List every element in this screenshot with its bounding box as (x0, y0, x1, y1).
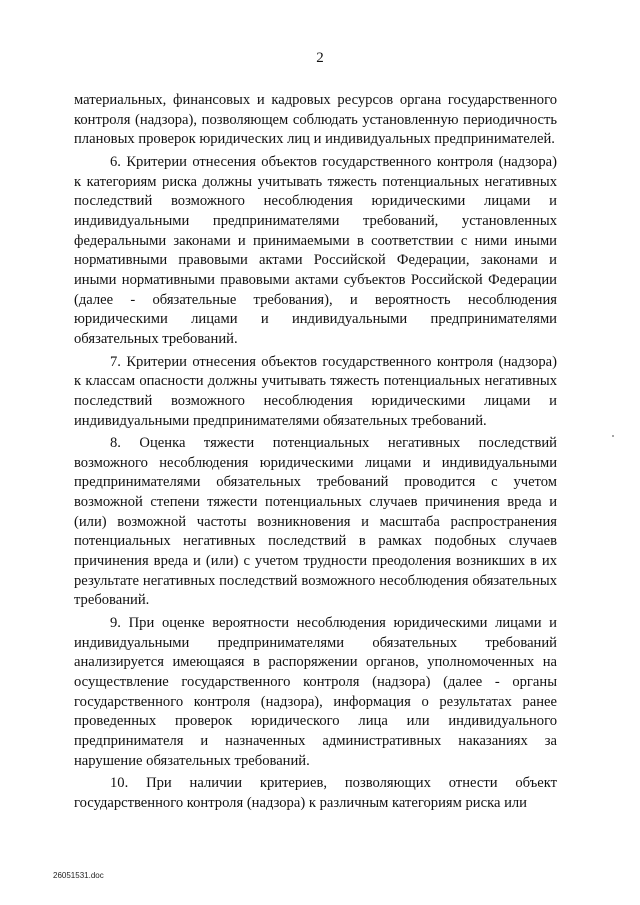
paragraph-8: 8. Оценка тяжести потенциальных негативных последствий возможного несоблюдения юридическими лицами и индивидуальными предпринимателями обязательных требований проводится с учетом возможной степени тяжести потенциальных случаев причинения вреда и (или) возможной частоты возникновения и масштаба распространения потенциальных негативных последствий в рамках подобных случаев причинения вреда и (или) с учетом трудности преодоления возникших в их результате негативных последствий возможного несоблюдения обязательных требований. (74, 435, 557, 609)
paragraph-6: 6. Критерии отнесения объектов государственного контроля (надзора) к категориям риска должны учитывать тяжесть потенциальных негативных последствий возможного несоблюдения юридическими лицами и индивидуальными предпринимателями требований, установленных федеральными законами и принимаемыми в соответствии с ними иными нормативными правовыми актами Российской Федерации, законами и иными нормативными правовыми актами субъектов Российской Федерации (далее - обязательные требования), и вероятность несоблюдения юридическими лицами и индивидуальными предпринимателями обязательных требований. (74, 153, 557, 347)
paragraph-7: 7. Критерии отнесения объектов государственного контроля (надзора) к классам опасности должны учитывать тяжесть потенциальных негативных последствий возможного несоблюдения юридическими лицами и индивидуальными предпринимателями обязательных требований. (74, 353, 557, 429)
paragraph-10: 10. При наличии критериев, позволяющих отнести объект государственного контроля (надзора) к различным категориям риска или (74, 775, 557, 811)
document-body (74, 91, 557, 814)
scan-speck (612, 435, 614, 437)
document-file-id: 26051531.doc (53, 871, 104, 880)
paragraph-9: 9. При оценке вероятности несоблюдения юридическими лицами и индивидуальными предпринимателями обязательных требований анализируется имеющаяся в распоряжении органов, уполномоченных на осуществление государственного контроля (надзора) (далее - органы государственного контроля (надзора), информация о результатах ранее проведенных проверок юридического лица или индивидуального предпринимателя и назначенных административных наказаниях за нарушение обязательных требований. (74, 615, 557, 769)
page-number: 2 (316, 50, 324, 66)
paragraph-continuation: материальных, финансовых и кадровых ресурсов органа государственного контроля (надзора), позволяющем соблюдать установленную периодичность плановых проверок юридических лиц и индивидуальных предпринимателей. (74, 92, 557, 148)
